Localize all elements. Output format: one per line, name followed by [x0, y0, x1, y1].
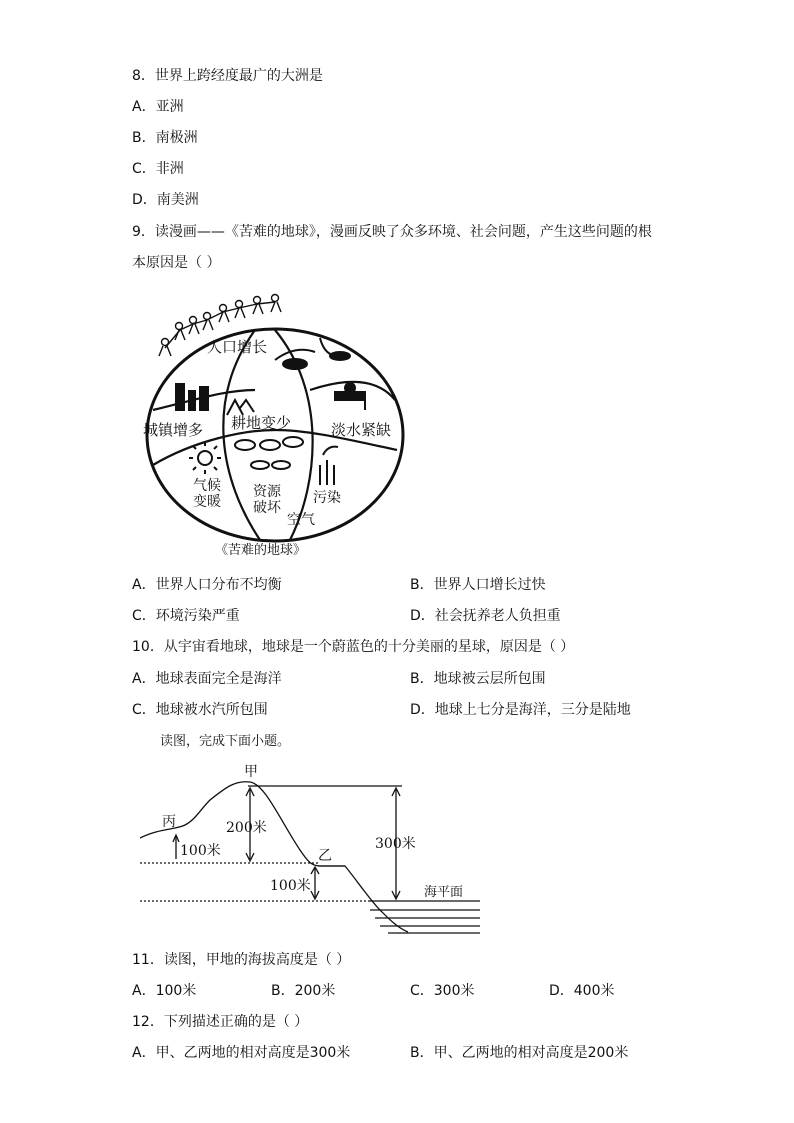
q9-option-c: C．环境污染严重 [132, 608, 240, 624]
q8-stem: 8．世界上跨经度最广的大洲是 [132, 68, 323, 84]
building-icon [175, 383, 209, 411]
eyes-icon [235, 437, 303, 469]
q11-option-b: B．200米 [271, 983, 336, 999]
q11-option-d: D．400米 [549, 983, 615, 999]
height-300: 300米 [375, 836, 416, 852]
cartoon-caption: 《苦难的地球》 [215, 543, 307, 558]
q10-option-b: B．地球被云层所包围 [410, 671, 546, 687]
q9-stem-line1: 9．读漫画——《苦难的地球》，漫画反映了众多环境、社会问题，产生这些问题的根 [132, 224, 652, 240]
label-farmland-decrease: 耕地变少 [231, 414, 292, 432]
q12-option-a: A．甲、乙两地的相对高度是300米 [132, 1045, 351, 1061]
q9-option-d: D．社会抚养老人负担重 [410, 608, 561, 624]
q12-option-b: B．甲、乙两地的相对高度是200米 [410, 1045, 629, 1061]
q12-stem: 12．下列描述正确的是（ ） [132, 1014, 309, 1030]
height-100-lower: 100米 [270, 878, 311, 894]
label-air-pollution-2: 空气 [287, 512, 315, 528]
point-yi: 乙 [318, 848, 332, 864]
q9-stem-line2: 本原因是（ ） [132, 255, 221, 271]
sun-icon [189, 442, 221, 474]
label-climate-warming-2: 变暖 [193, 494, 221, 510]
label-population-growth: 人口增长 [207, 338, 268, 356]
q10-option-c: C．地球被水汽所包围 [132, 702, 268, 718]
label-resource-damage-1: 资源 [253, 484, 281, 500]
q8-option-a: A．亚洲 [132, 99, 184, 115]
label-resource-damage-2: 破坏 [253, 500, 281, 516]
label-climate-warming-1: 气候 [193, 478, 221, 494]
q8-option-d: D．南美洲 [132, 192, 199, 208]
faucet-icon [335, 383, 365, 410]
label-air-pollution-1: 污染 [313, 490, 341, 506]
suffering-earth-cartoon [135, 290, 415, 565]
q9-option-b: B．世界人口增长过快 [410, 577, 546, 593]
chimney-icon [320, 447, 338, 485]
height-100-left: 100米 [180, 843, 221, 859]
q11-option-a: A．100米 [132, 983, 197, 999]
q9-option-a: A．世界人口分布不均衡 [132, 577, 282, 593]
label-towns-increase: 城镇增多 [143, 421, 204, 439]
q8-option-b: B．南极洲 [132, 130, 198, 146]
q10-option-a: A．地球表面完全是海洋 [132, 671, 282, 687]
q10-option-d: D．地球上七分是海洋，三分是陆地 [410, 702, 631, 718]
height-200: 200米 [226, 820, 267, 836]
q8-option-c: C．非洲 [132, 161, 184, 177]
q11-option-c: C．300米 [410, 983, 475, 999]
q11-stem: 11．读图，甲地的海拔高度是（ ） [132, 952, 351, 968]
elevation-diagram [140, 760, 490, 940]
q10-stem: 10．从宇宙看地球，地球是一个蔚蓝色的十分美丽的星球，原因是（ ） [132, 639, 575, 655]
label-water-shortage: 淡水紧缺 [331, 421, 392, 439]
point-jia: 甲 [244, 764, 258, 780]
point-bing: 丙 [162, 814, 176, 830]
figure-intro: 读图，完成下面小题。 [160, 734, 291, 749]
sea-level-label: 海平面 [424, 885, 464, 900]
